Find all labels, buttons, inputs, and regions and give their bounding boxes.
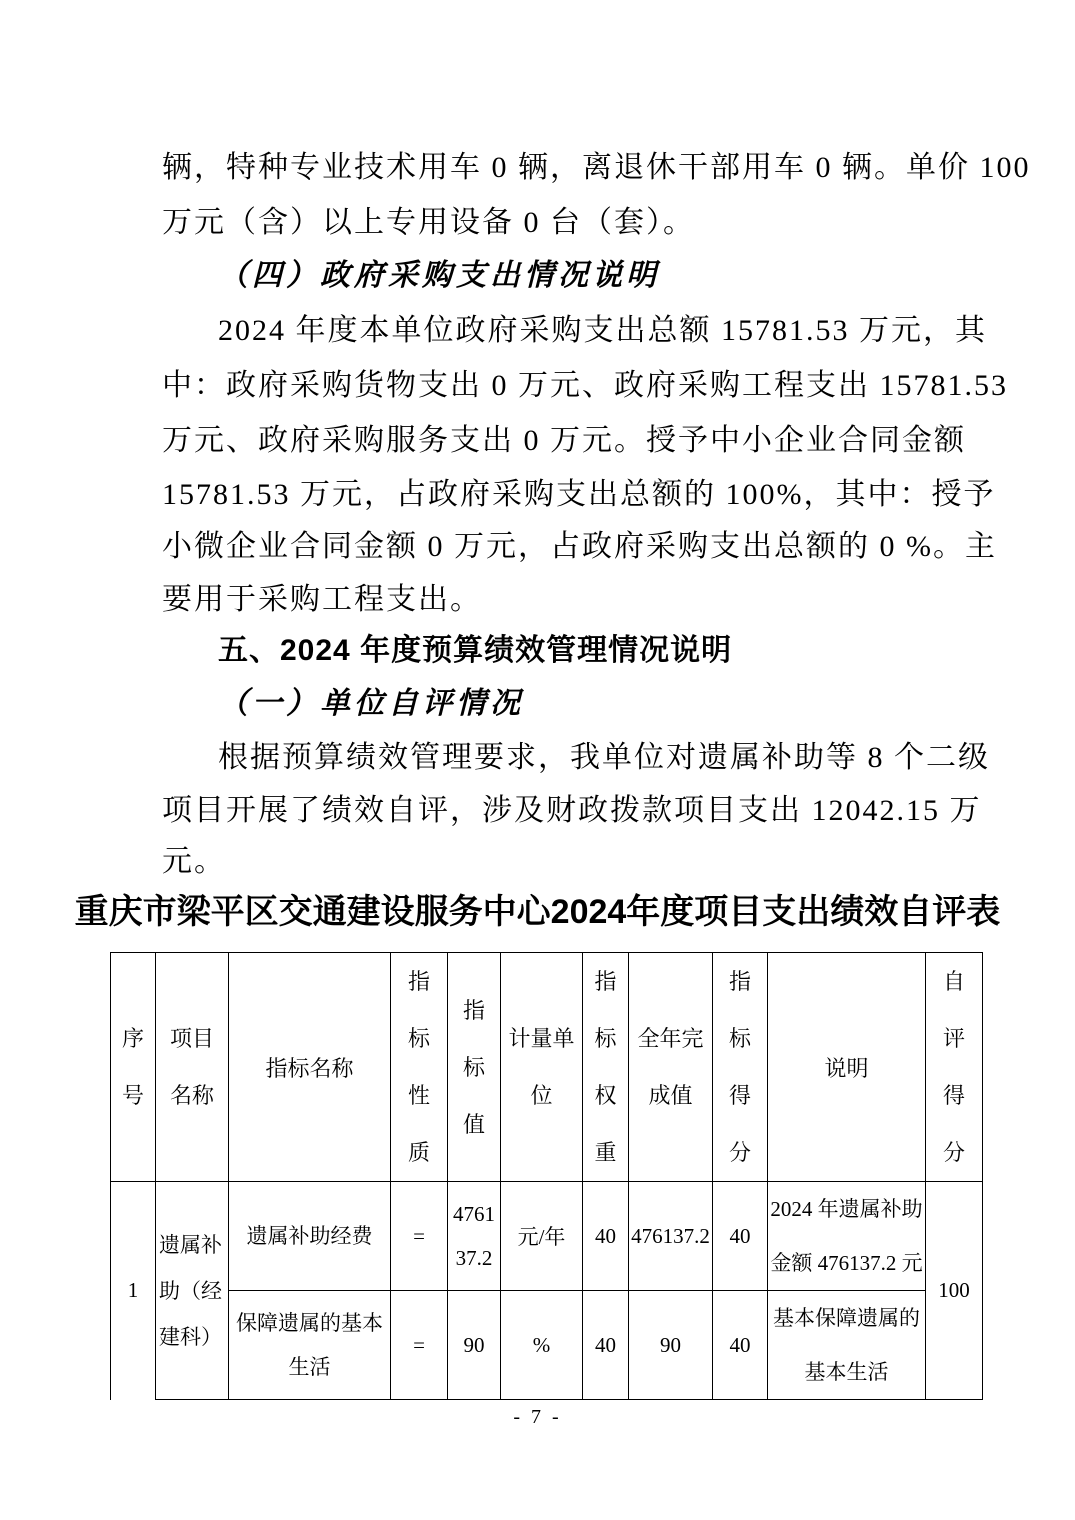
table-row <box>111 1182 983 1291</box>
col-header-label: 计量单位 <box>508 1026 575 1108</box>
section-heading-procurement: （四）政府采购支出情况说明 <box>218 259 660 292</box>
table-title: 重庆市梁平区交通建设服务中心2024年度项目支出绩效自评表 <box>74 893 1001 931</box>
body-line: 万元（含）以上专用设备 0 台（套）。 <box>162 206 695 239</box>
table-header-row <box>111 953 983 1182</box>
col-header-shuoming <box>768 953 926 1182</box>
cell-zhibiao-quanzhong: 40 <box>583 1291 629 1400</box>
body-line: 小微企业合同金额 0 万元，占政府采购支出总额的 0 %。主 <box>162 530 997 563</box>
col-header-label: 指标性质 <box>407 969 430 1165</box>
col-header-label: 全年完成值 <box>637 1026 704 1108</box>
page-number: - 7 - <box>513 1406 562 1428</box>
col-header-label: 自评得分 <box>942 969 965 1165</box>
col-header-label: 指标得分 <box>728 969 751 1165</box>
cell-zhibiao-defen: 40 <box>713 1291 768 1400</box>
col-header-label: 指标名称 <box>265 1055 354 1081</box>
col-header-label: 说明 <box>824 1055 869 1081</box>
cell-jiliang-danwei: 元/年 <box>501 1182 583 1291</box>
col-header-label: 指标值 <box>462 997 485 1137</box>
cell-quannian-wancheng: 476137.2 <box>629 1182 713 1291</box>
col-header-zhibiao-defen <box>713 953 768 1182</box>
cell-ziping-defen: 100 <box>926 1182 983 1400</box>
col-header-zhibiao-xingzhi <box>391 953 448 1182</box>
cell-shuoming: 基本保障遗属的基本生活 <box>768 1291 926 1400</box>
cell-jiliang-danwei: % <box>501 1291 583 1400</box>
cell-xuhao: 1 <box>111 1182 156 1400</box>
cell-zhibiao-zhi <box>448 1182 501 1291</box>
col-header-zhibiao-mingcheng <box>229 953 391 1182</box>
cell-zhibiao-xingzhi: = <box>391 1182 448 1291</box>
col-header-label: 指标权重 <box>594 969 617 1165</box>
cell-xiangmu <box>156 1182 229 1400</box>
col-header-zhibiao-quanzhong <box>583 953 629 1182</box>
body-line: 项目开展了绩效自评，涉及财政拨款项目支出 12042.15 万 <box>162 794 982 827</box>
body-line: 万元、政府采购服务支出 0 万元。授予中小企业合同金额 <box>162 424 966 457</box>
body-line: 要用于采购工程支出。 <box>162 583 482 616</box>
col-header-zhibiao-zhi <box>448 953 501 1182</box>
table-row <box>111 1291 983 1400</box>
col-header-quannian-wancheng <box>629 953 713 1182</box>
cell-zhibiao-mingcheng: 遗属补助经费 <box>229 1182 391 1291</box>
cell-zhibiao-xingzhi: = <box>391 1291 448 1400</box>
cell-quannian-wancheng: 90 <box>629 1291 713 1400</box>
cell-shuoming: 2024 年遗属补助金额 476137.2 元 <box>768 1182 926 1291</box>
cell-xiangmu-text: 遗属补助（经建科） <box>159 1232 222 1349</box>
section-heading-selfeval: （一）单位自评情况 <box>218 687 524 720</box>
cell-zhibiao-defen: 40 <box>713 1182 768 1291</box>
col-header-label: 项目名称 <box>169 1026 214 1108</box>
body-line: 辆，特种专业技术用车 0 辆，离退休干部用车 0 辆。单价 100 <box>162 151 1031 184</box>
body-line: 根据预算绩效管理要求，我单位对遗属补助等 8 个二级 <box>218 741 990 774</box>
self-eval-table <box>110 952 983 1400</box>
cell-zhibiao-mingcheng: 保障遗属的基本生活 <box>229 1291 391 1400</box>
body-line: 中：政府采购货物支出 0 万元、政府采购工程支出 15781.53 <box>162 369 1008 402</box>
cell-zhibiao-zhi: 90 <box>448 1291 501 1400</box>
body-line: 元。 <box>162 845 226 878</box>
col-header-label: 序号 <box>121 1026 144 1108</box>
cell-zhibiao-zhi-text: 476137.2 <box>453 1202 495 1270</box>
col-header-xuhao <box>111 953 156 1182</box>
col-header-ziping-defen <box>926 953 983 1182</box>
cell-zhibiao-quanzhong: 40 <box>583 1182 629 1291</box>
section-heading-performance: 五、2024 年度预算绩效管理情况说明 <box>218 634 733 667</box>
col-header-jiliang-danwei <box>501 953 583 1182</box>
col-header-xiangmu <box>156 953 229 1182</box>
body-line: 15781.53 万元，占政府采购支出总额的 100%，其中：授予 <box>162 478 996 511</box>
body-line: 2024 年度本单位政府采购支出总额 15781.53 万元，其 <box>218 314 987 347</box>
